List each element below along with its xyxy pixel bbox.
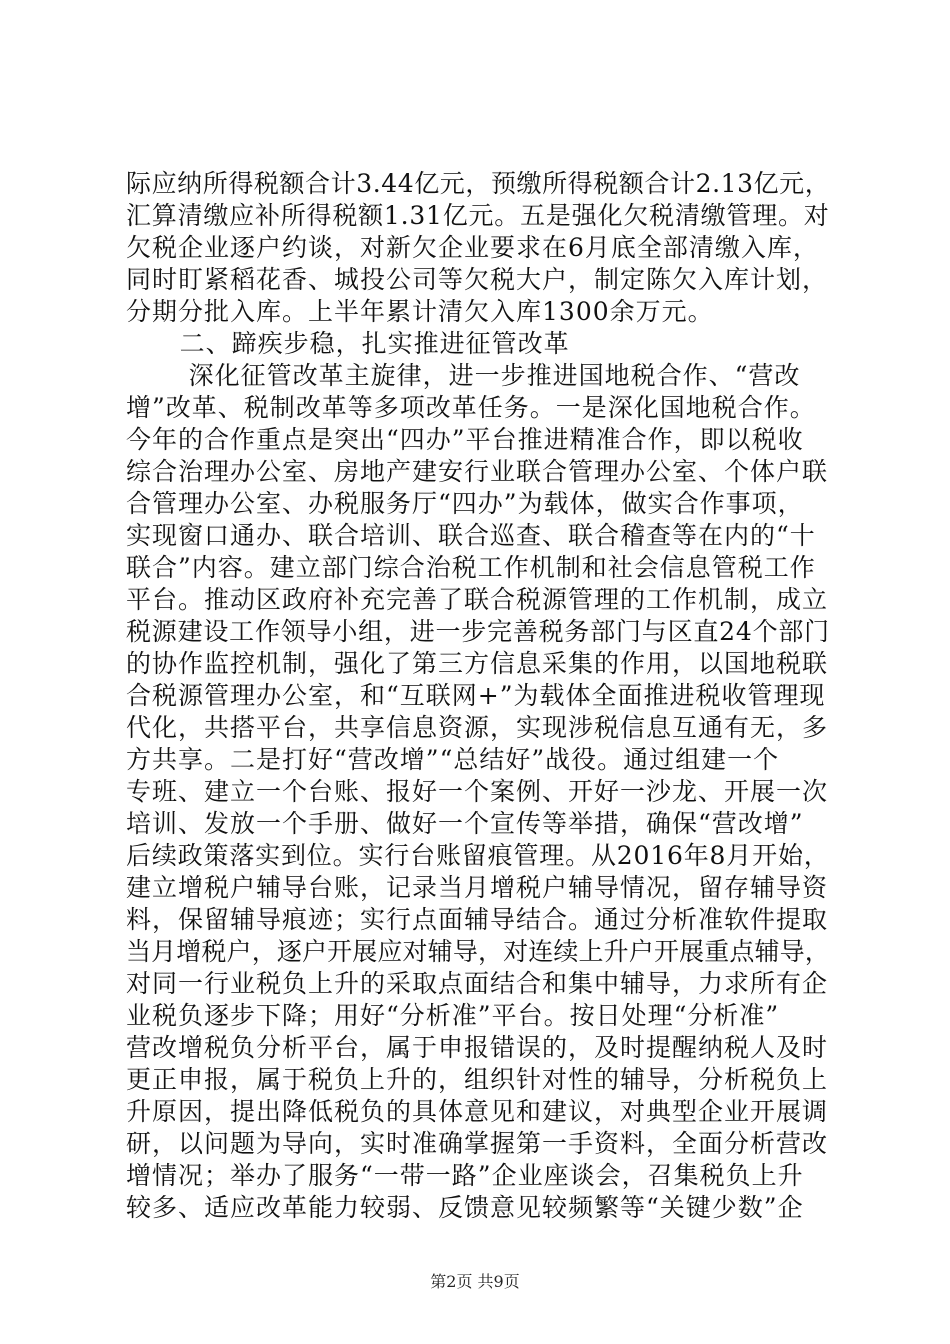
text-line: 较多、适应改革能力较弱、反馈意见较频繁等“关键少数”企 <box>126 1193 804 1222</box>
document-body <box>126 168 830 1224</box>
text-line: 实现窗口通办、联合培训、联合巡查、联合稽查等在内的“十 <box>126 521 816 550</box>
text-line: 二、蹄疾步稳，扎实推进征管改革 <box>126 329 570 358</box>
text-line: 综合治理办公室、房地产建安行业联合管理办公室、个体户联 <box>126 457 829 486</box>
text-line: 方共享。二是打好“营改增”“总结好”战役。通过组建一个 <box>126 745 780 774</box>
text-line: 分期分批入库。上半年累计清欠入库1300余万元。 <box>126 297 714 326</box>
text-line: 专班、建立一个台账、报好一个案例、开好一沙龙、开展一次 <box>126 777 829 806</box>
text-line: 际应纳所得税额合计3.44亿元，预缴所得税额合计2.13亿元， <box>126 169 831 198</box>
text-line: 后续政策落实到位。实行台账留痕管理。从2016年8月开始， <box>126 841 830 870</box>
text-line: 合管理办公室、办税服务厅“四办”为载体，做实合作事项， <box>126 489 804 518</box>
text-line: 欠税企业逐户约谈，对新欠企业要求在6月底全部清缴入库， <box>126 233 819 262</box>
text-line: 代化，共搭平台，共享信息资源，实现涉税信息互通有无，多 <box>126 713 829 742</box>
text-line: 增情况；举办了服务“一带一路”企业座谈会，召集税负上升 <box>126 1161 804 1190</box>
text-line: 更正申报，属于税负上升的，组织针对性的辅导，分析税负上 <box>126 1065 829 1094</box>
text-line: 建立增税户辅导台账，记录当月增税户辅导情况，留存辅导资 <box>126 873 829 902</box>
text-line: 研，以问题为导向，实时准确掌握第一手资料，全面分析营改 <box>126 1129 829 1158</box>
text-line: 对同一行业税负上升的采取点面结合和集中辅导，力求所有企 <box>126 969 829 998</box>
page-footer: 第2页 共9页 <box>430 1272 520 1291</box>
text-line: 平台。推动区政府补充完善了联合税源管理的工作机制，成立 <box>126 585 829 614</box>
text-line: 同时盯紧稻花香、城投公司等欠税大户，制定陈欠入库计划， <box>126 265 829 294</box>
text-line: 营改增税负分析平台，属于申报错误的，及时提醒纳税人及时 <box>126 1033 829 1062</box>
text-line: 业税负逐步下降；用好“分析准”平台。按日处理“分析准” <box>126 1001 780 1030</box>
text-line: 汇算清缴应补所得税额1.31亿元。五是强化欠税清缴管理。对 <box>126 201 830 230</box>
text-line: 税源建设工作领导小组，进一步完善税务部门与区直24个部门 <box>126 617 830 646</box>
text-line: 合税源管理办公室，和“互联网+”为载体全面推进税收管理现 <box>126 681 826 710</box>
text-line: 今年的合作重点是突出“四办”平台推进精准合作，即以税收 <box>126 425 804 454</box>
text-line: 升原因，提出降低税负的具体意见和建议，对典型企业开展调 <box>126 1097 829 1126</box>
text-line: 培训、发放一个手册、做好一个宣传等举措，确保“营改增” <box>126 809 804 838</box>
text-line: 联合”内容。建立部门综合治税工作机制和社会信息管税工作 <box>126 553 816 582</box>
text-line: 的协作监控机制，强化了第三方信息采集的作用，以国地税联 <box>126 649 829 678</box>
text-line: 当月增税户，逐户开展应对辅导，对连续上升户开展重点辅导， <box>126 937 830 966</box>
text-line: 增”改革、税制改革等多项改革任务。一是深化国地税合作。 <box>126 393 816 422</box>
text-line: 料，保留辅导痕迹；实行点面辅导结合。通过分析准软件提取 <box>126 905 829 934</box>
text-line: 深化征管改革主旋律，进一步推进国地税合作、“营改 <box>126 361 801 390</box>
